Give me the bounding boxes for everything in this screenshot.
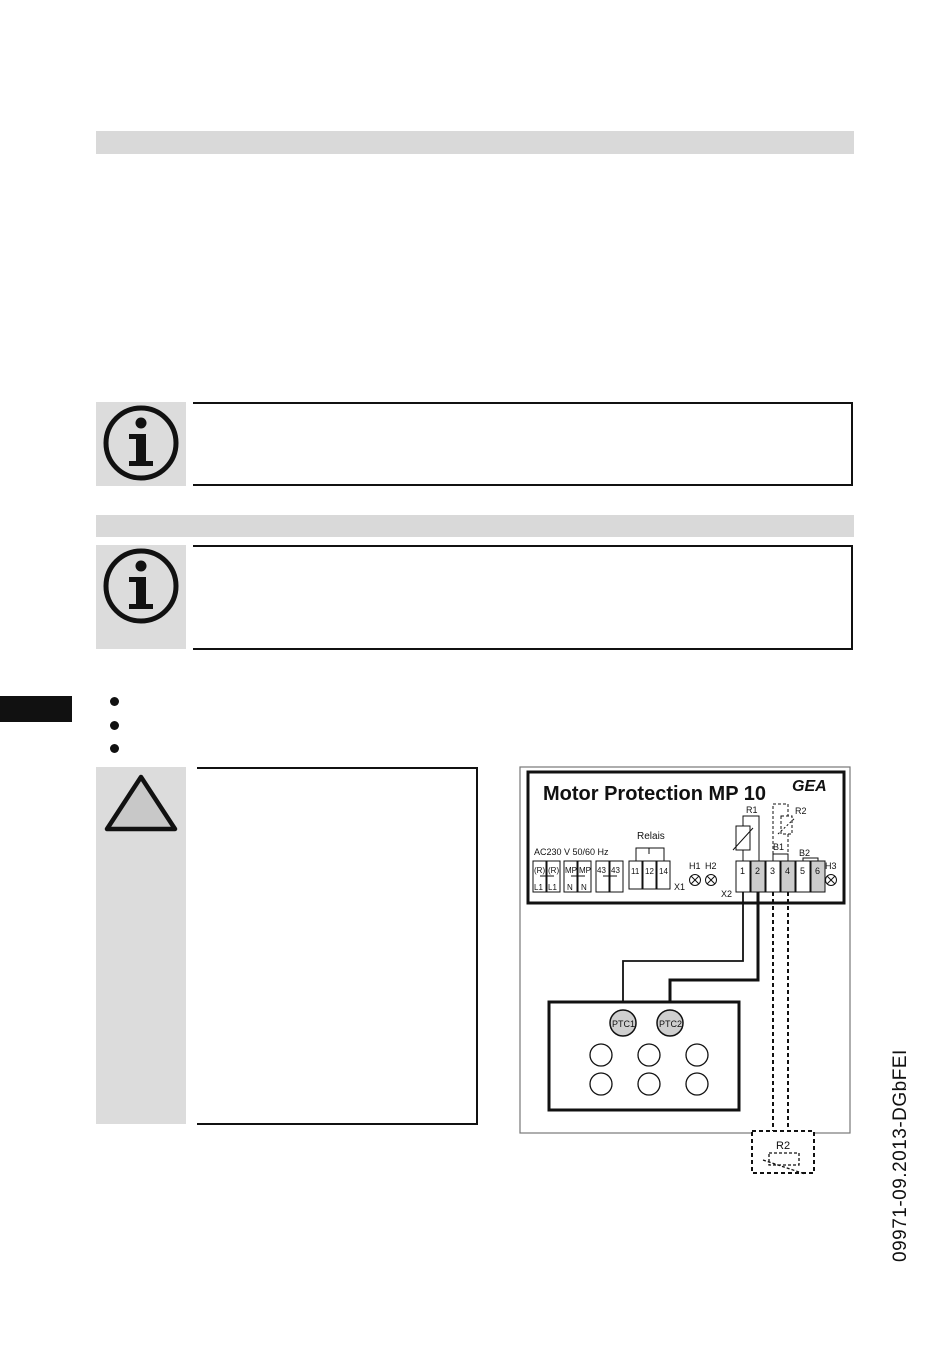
resistor-label-r2-external: R2: [776, 1140, 791, 1152]
terminal-label: 4: [785, 866, 791, 876]
info-notice-1-icon-box: [96, 402, 186, 486]
terminal-sub-label: N: [581, 883, 587, 892]
info-notice-1-frame: [193, 402, 853, 486]
terminal-label: MP: [579, 866, 591, 875]
terminal-sub-label: N: [567, 883, 573, 892]
terminal-label: 1: [740, 866, 746, 876]
brand-logo: GEA: [792, 778, 827, 795]
terminal-label: 3: [770, 866, 776, 876]
section-header-band-2: [96, 515, 854, 537]
resistor-r1: [736, 826, 750, 850]
info-icon: [96, 402, 186, 486]
wiring-diagram: [519, 766, 853, 1180]
motor-terminal: [686, 1044, 708, 1066]
device-title: Motor Protection MP 10: [543, 783, 766, 805]
chapter-side-tab: [0, 696, 72, 722]
terminal-sub-label: L1: [548, 883, 557, 892]
terminal-sub-label: L1: [534, 883, 543, 892]
svg-text:H1: H1: [689, 861, 701, 871]
svg-text:H2: H2: [705, 861, 717, 871]
motor-terminal: [590, 1044, 612, 1066]
terminal-label: 11: [631, 867, 640, 876]
warning-notice-frame: [197, 767, 478, 1125]
info-notice-2-icon-box: [96, 545, 186, 649]
section-header-band-1: [96, 131, 854, 154]
motor-terminal: [638, 1073, 660, 1095]
list-bullet: [110, 697, 119, 706]
motor-terminal: [638, 1044, 660, 1066]
terminal-label: (R): [534, 866, 546, 875]
terminal-label: 12: [645, 867, 654, 876]
terminal-label: 14: [659, 867, 668, 876]
motor-terminal: [686, 1073, 708, 1095]
list-bullet: [110, 721, 119, 730]
warning-notice-icon-box: [96, 767, 186, 1124]
block-label-x2: X2: [721, 889, 733, 899]
motor-terminal: [590, 1073, 612, 1095]
resistor-label-r2: R2: [795, 806, 807, 816]
terminal-label: 5: [800, 866, 806, 876]
terminal-label: 2: [755, 866, 761, 876]
info-icon: [96, 545, 186, 629]
terminal-label: 6: [815, 866, 821, 876]
list-bullet: [110, 744, 119, 753]
terminal-label: 43: [597, 866, 606, 875]
svg-text:H3: H3: [825, 861, 837, 871]
block-label-x1: X1: [674, 882, 686, 892]
terminal-label: 43: [611, 866, 620, 875]
document-code: 09971-09.2013-DGbFEI: [890, 1049, 911, 1262]
svg-text:PTC1: PTC1: [612, 1019, 636, 1029]
terminal-label: (R): [548, 866, 560, 875]
ptc1-sensor: [610, 1010, 636, 1036]
terminal-label: MP: [565, 866, 577, 875]
ptc2-sensor: [657, 1010, 683, 1036]
relais-label: Relais: [637, 831, 665, 842]
svg-text:PTC2: PTC2: [659, 1019, 683, 1029]
power-terminal-group: [533, 861, 623, 892]
warning-triangle-icon: [96, 767, 186, 847]
info-notice-2-frame: [193, 545, 853, 650]
sensor-terminal-group: [736, 861, 825, 892]
resistor-label-r1: R1: [746, 805, 758, 815]
supply-label: AC230 V 50/60 Hz: [534, 847, 609, 857]
block-label-b1: B1: [773, 842, 785, 852]
block-label-b2: B2: [799, 848, 811, 858]
